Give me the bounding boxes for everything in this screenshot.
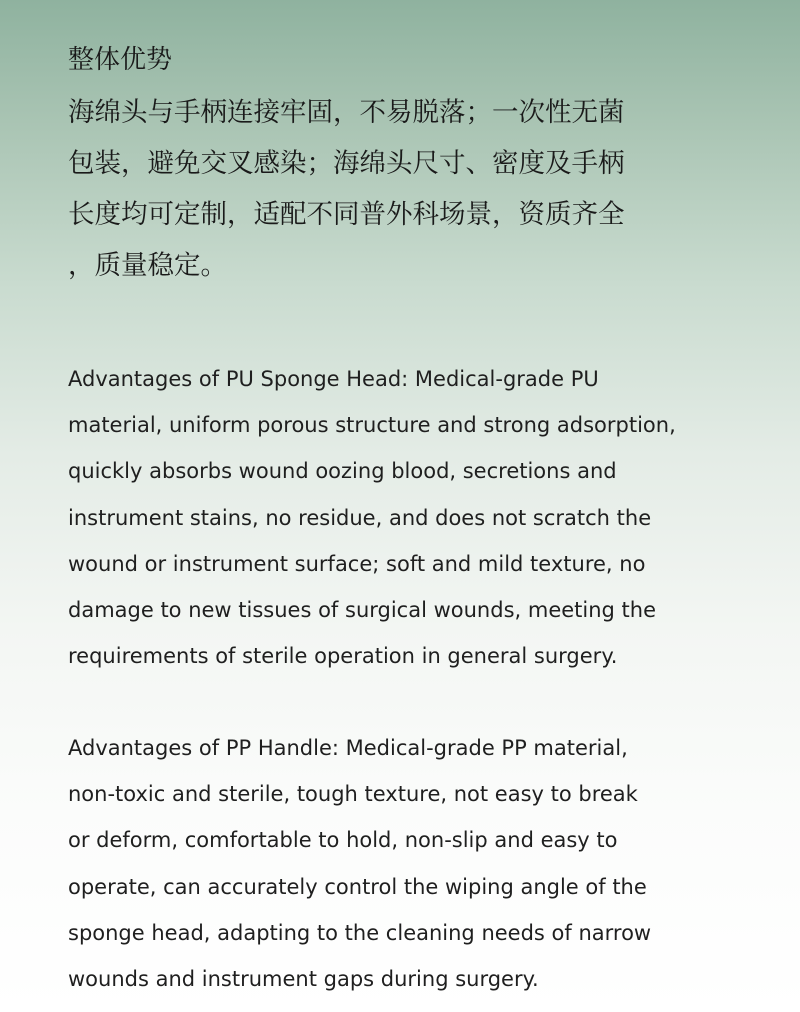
en-text-line: instrument stains, no residue, and does not scratch the bbox=[68, 505, 652, 530]
en-text-line: operate, can accurately control the wiping angle of the bbox=[68, 874, 647, 899]
en-text-line: quickly absorbs wound oozing blood, secretions and bbox=[68, 459, 617, 484]
pp-handle-advantages-paragraph bbox=[68, 725, 748, 1002]
en-text-line: damage to new tissues of surgical wounds, meeting the bbox=[68, 598, 657, 623]
en-text-line: requirements of sterile operation in general surgery. bbox=[68, 644, 618, 669]
en-text-line: or deform, comfortable to hold, non-slip and easy to bbox=[68, 828, 618, 853]
en-text-line: Advantages of PU Sponge Head: Medical-grade PU bbox=[68, 367, 599, 391]
en-text-line: wounds and instrument gaps during surgery. bbox=[68, 967, 539, 992]
en-text-line: Advantages of PP Handle: Medical-grade PP material, bbox=[68, 736, 628, 760]
en-text-line: wound or instrument surface; soft and mild texture, no bbox=[68, 551, 646, 576]
overall-advantages-text bbox=[68, 87, 708, 291]
overall-advantages-heading: 整体优势 bbox=[68, 45, 173, 75]
en-text-line: non-toxic and sterile, tough texture, not easy to break bbox=[68, 782, 638, 807]
cn-text-line: 海绵头与手柄连接牢固，不易脱落；一次性无菌 bbox=[68, 97, 625, 128]
cn-text-line: 包装，避免交叉感染；海绵头尺寸、密度及手柄 bbox=[68, 148, 625, 179]
en-text-line: material, uniform porous structure and strong adsorption, bbox=[68, 413, 676, 438]
en-text-line: sponge head, adapting to the cleaning needs of narrow bbox=[68, 920, 652, 945]
cn-text-line: ，质量稳定。 bbox=[68, 250, 227, 281]
pu-sponge-advantages-paragraph bbox=[68, 356, 748, 679]
cn-text-line: 长度均可定制，适配不同普外科场景，资质齐全 bbox=[68, 199, 625, 230]
